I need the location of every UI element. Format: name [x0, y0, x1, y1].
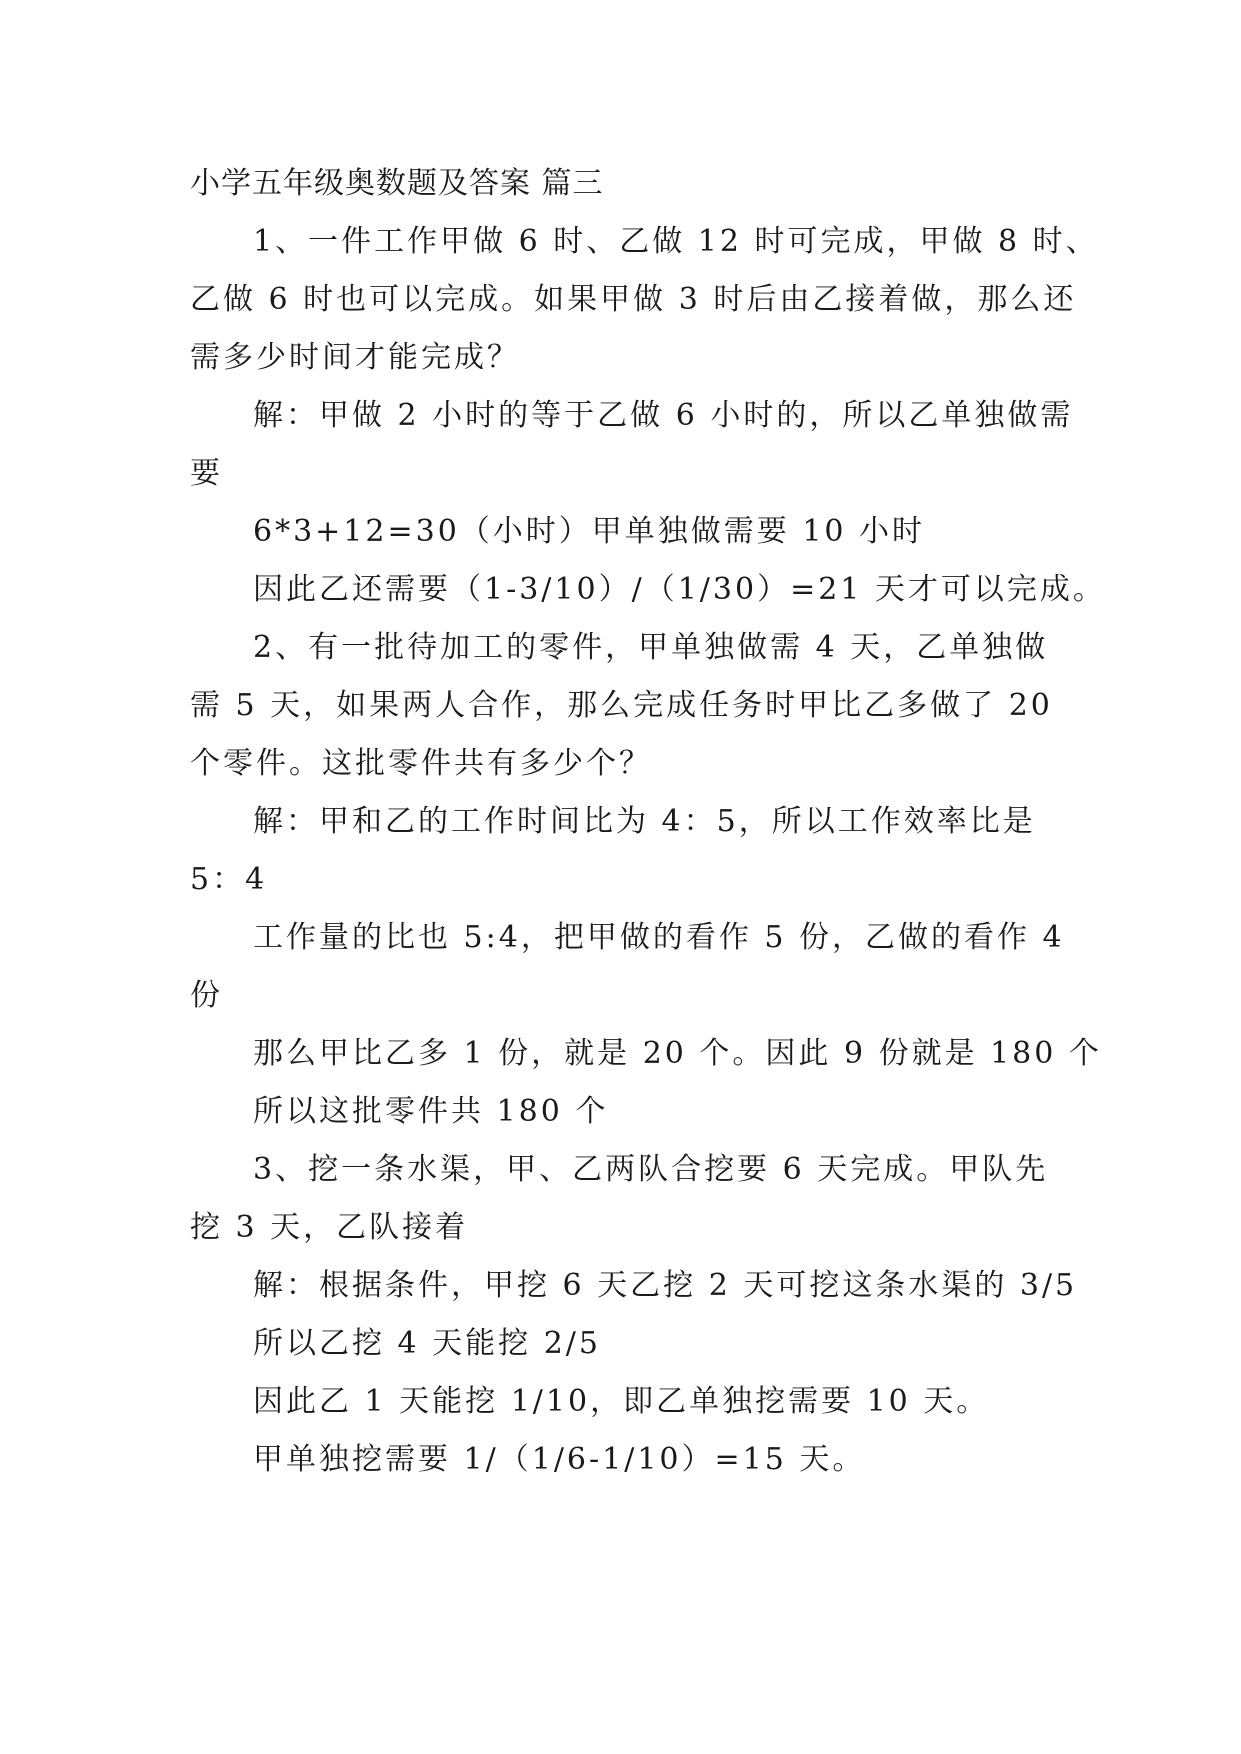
q1-line-1: 1、一件工作甲做 6 时、乙做 12 时可完成，甲做 8 时、 [253, 224, 1099, 259]
a3-line-3: 因此乙 1 天能挖 1/10，即乙单独挖需要 10 天。 [253, 1384, 990, 1419]
q1-line-3: 需多少时间才能完成？ [190, 340, 520, 375]
a2-line-1: 解：甲和乙的工作时间比为 4：5，所以工作效率比是 [253, 804, 1036, 839]
q3-line-1: 3、挖一条水渠，甲、乙两队合挖要 6 天完成。甲队先 [253, 1152, 1049, 1187]
q2-line-2: 需 5 天，如果两人合作，那么完成任务时甲比乙多做了 20 [190, 688, 1053, 723]
a2-line-3: 工作量的比也 5:4，把甲做的看作 5 份，乙做的看作 4 [253, 920, 1065, 955]
a2-line-4: 份 [190, 978, 223, 1013]
a3-line-4: 甲单独挖需要 1/（1/6-1/10）=15 天。 [253, 1442, 866, 1477]
a1-line-3: 6*3+12=30（小时）甲单独做需要 10 小时 [253, 514, 926, 549]
a2-line-2: 5：4 [190, 862, 268, 897]
a1-line-2: 要 [190, 456, 223, 491]
a3-line-2: 所以乙挖 4 天能挖 2/5 [253, 1326, 601, 1361]
q1-line-2: 乙做 6 时也可以完成。如果甲做 3 时后由乙接着做，那么还 [190, 282, 1077, 317]
a1-line-4: 因此乙还需要（1-3/10）/（1/30）=21 天才可以完成。 [253, 572, 1106, 607]
q3-line-2: 挖 3 天，乙队接着 [190, 1210, 469, 1245]
document-title: 小学五年级奥数题及答案 篇三 [190, 166, 604, 201]
a3-line-1: 解：根据条件，甲挖 6 天乙挖 2 天可挖这条水渠的 3/5 [253, 1268, 1078, 1303]
a2-line-5: 那么甲比乙多 1 份，就是 20 个。因此 9 份就是 180 个 [253, 1036, 1102, 1071]
a1-line-1: 解：甲做 2 小时的等于乙做 6 小时的，所以乙单独做需 [253, 398, 1074, 433]
q2-line-1: 2、有一批待加工的零件，甲单独做需 4 天，乙单独做 [253, 630, 1049, 665]
q2-line-3: 个零件。这批零件共有多少个？ [190, 746, 652, 781]
a2-line-6: 所以这批零件共 180 个 [253, 1094, 609, 1129]
